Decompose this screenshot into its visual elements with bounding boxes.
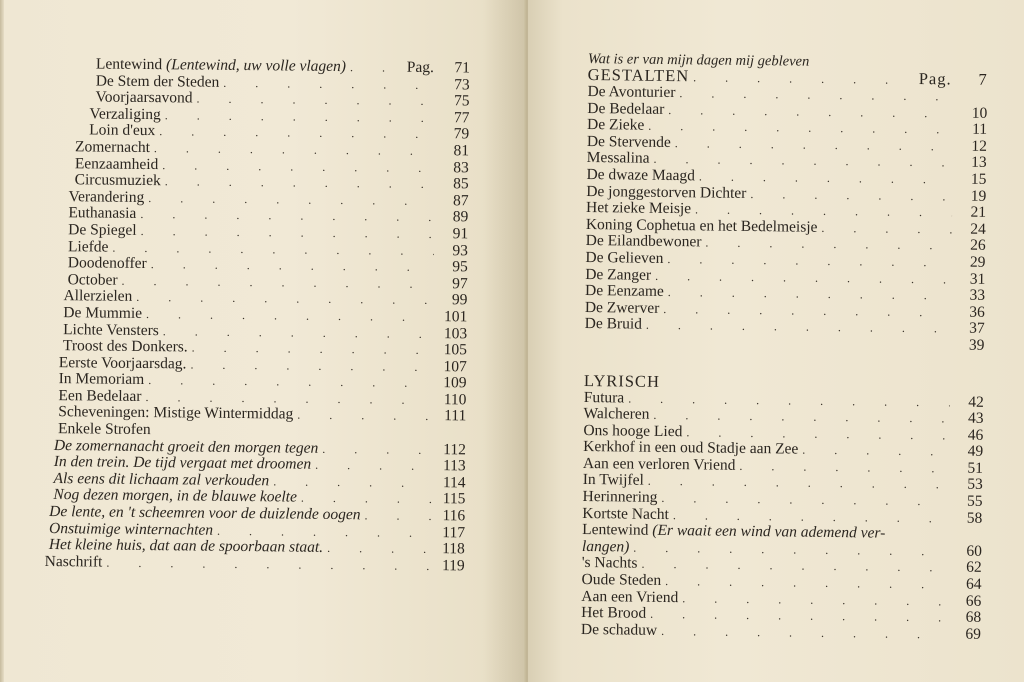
leader-dots: [661, 623, 947, 643]
page-number: 13: [971, 154, 987, 172]
entry-title-text: In Memoriam: [58, 370, 145, 389]
page-number: 83: [453, 158, 469, 176]
page-number: 10: [971, 104, 988, 122]
entry-title-text: Naschrift: [44, 552, 103, 571]
entry-title-text: Het zieke Meisje: [585, 199, 692, 218]
toc-entry: [45, 554, 465, 575]
entry-title-text: De dwaze Maagd: [586, 165, 696, 185]
page-number: 33: [969, 286, 986, 304]
page-number: 112: [443, 440, 466, 459]
entry-title: [584, 389, 625, 406]
entry-title-text: De Stervende: [586, 132, 671, 151]
page-number: 85: [453, 175, 469, 193]
page-number: 21: [970, 203, 987, 222]
entry-title-text: Lichte Vensters: [63, 320, 159, 339]
page-number: 37: [969, 319, 985, 338]
page-number: 103: [443, 324, 468, 342]
page-number: 51: [967, 459, 984, 477]
section-title: GESTALTEN: [587, 64, 690, 86]
entry-title-text: October: [67, 270, 118, 289]
entry-title-text: De Zieke: [587, 116, 645, 134]
entry-title-text: Voorjaarsavond: [95, 88, 193, 107]
entry-title-text: Kortste Nacht: [582, 504, 669, 523]
entry-title: [587, 117, 644, 134]
leader-dots: [364, 507, 431, 524]
page-number: 42: [968, 393, 984, 411]
entry-title-text: Circusmuziek: [74, 171, 161, 190]
page-number: 19: [970, 187, 987, 205]
page-number: 73: [454, 75, 470, 93]
page-number: 89: [452, 208, 469, 226]
page-number: 117: [442, 523, 466, 541]
entry-title-text: 's Nachts: [581, 554, 638, 573]
entry-title-text: Verandering: [68, 187, 145, 206]
page-number: 99: [451, 291, 468, 309]
page-number: 87: [452, 191, 469, 210]
page-number: 29: [969, 253, 986, 271]
entry-title-text: De lente, en 't scheemren voor de duizlende oogen: [49, 503, 361, 524]
right-table-of-contents: [581, 52, 988, 643]
entry-title-text: De Stem der Steden: [95, 72, 220, 91]
page-number: 77: [453, 109, 470, 127]
page-number: 31: [969, 270, 986, 288]
epigraph: Wat is er van mijn dagen mij gebleven: [587, 51, 810, 70]
entry-title-text: Liefde: [67, 237, 109, 256]
entry-title-text: De jonggestorven Dichter: [586, 182, 747, 202]
entry-title-text: Eenzaamheid: [74, 154, 159, 173]
entry-title-text: Het Brood: [581, 604, 647, 622]
entry-title-text: De schaduw: [580, 620, 658, 639]
entry-title: [585, 316, 642, 333]
entry-title-text: De Mummie: [63, 304, 143, 322]
page-number: 64: [965, 575, 982, 593]
entry-title: [581, 622, 657, 640]
entry-title-text: Messalina: [586, 149, 650, 168]
entry-title-text: Walcheren: [583, 405, 650, 423]
page-number: 15: [970, 170, 987, 188]
page-number: 46: [967, 426, 984, 444]
entry-title-text: Nog dezen morgen, in de blauwe koelte: [53, 486, 297, 507]
page-number: 39: [968, 336, 985, 354]
page-number: 114: [442, 473, 466, 492]
pag-label: Pag.: [918, 69, 952, 89]
entry-title-text: Zomernacht: [74, 138, 151, 157]
entry-subtitle: langen): [581, 537, 630, 556]
pag-label: Pag.: [406, 58, 434, 77]
page-number: 91: [452, 225, 469, 243]
leader-dots: [821, 220, 952, 238]
entry-title: [89, 123, 155, 140]
entry-title: [582, 555, 638, 572]
page-number: 115: [442, 490, 466, 508]
entry-title-text: In den trein. De tijd vergaat met droomen: [53, 453, 312, 474]
page-number: 58: [966, 509, 983, 527]
page-number: 118: [442, 540, 465, 558]
page-number: 110: [443, 391, 467, 409]
page-number: 69: [965, 625, 982, 643]
page-number: 95: [452, 258, 468, 276]
entry-title-text: Aan een Vriend: [581, 587, 679, 606]
entry-title-text: De Bruid: [584, 315, 643, 333]
entry-title-text: Onstuimige winternachten: [48, 519, 214, 539]
page-number: 107: [443, 357, 467, 376]
fold-shadow: [480, 0, 530, 682]
entry-title-text: Loin d'eux: [89, 121, 156, 140]
entry-title-text: Scheveningen: Mistige Wintermiddag: [58, 403, 294, 424]
page-number: 75: [453, 92, 470, 110]
entry-title-text: De Avonturier: [587, 82, 676, 102]
left-table-of-contents: [45, 56, 470, 575]
entry-title-text: Kerkhof in een oud Stadje aan Zee: [583, 438, 799, 458]
entry-title: [68, 272, 118, 289]
entry-title-text: De Spiegel: [68, 221, 137, 239]
section-heading-lyrisch: LYRISCH: [583, 370, 661, 391]
entry-title-text: De Zanger: [585, 265, 652, 284]
page-number: 53: [967, 476, 983, 494]
page-number: 11: [972, 120, 988, 139]
entry-title: [68, 239, 109, 256]
entry-title-text: Verzaliging: [89, 105, 161, 123]
entry-title-text: Koning Cophetua en het Bedelmeisje: [585, 215, 818, 236]
page-number: 68: [965, 608, 982, 627]
entry-title-text: Herinnering: [582, 488, 658, 506]
leader-dots: [315, 457, 432, 475]
entry-title-text: De zomernanacht groeit den morgen tegen: [53, 436, 319, 457]
page-number: 49: [967, 442, 984, 461]
page-number: 79: [453, 125, 470, 143]
entry-title-text: De Eenzame: [584, 282, 664, 301]
page-number: 66: [965, 592, 982, 610]
entry-title-text: Eerste Voorjaarsdag.: [58, 353, 187, 373]
page-number: 119: [441, 556, 465, 575]
leader-dots: [350, 59, 403, 76]
leader-dots: [155, 434, 432, 437]
page-number: 7: [978, 69, 988, 89]
entry-title-text: Allerzielen: [63, 287, 133, 306]
page-number: 81: [453, 142, 470, 160]
page-number: 105: [443, 341, 468, 359]
leader-dots: [297, 407, 432, 425]
page-edge: [0, 0, 4, 682]
entry-title-text: In Twijfel: [582, 471, 644, 490]
entry-title-text: De Bedelaar: [587, 99, 665, 118]
page-number: 62: [966, 559, 982, 577]
entry-title-text: Een Bedelaar: [58, 386, 142, 405]
entry-title-text: De Zwerver: [584, 298, 660, 317]
entry-title-text: De Eilandbewoner: [585, 232, 702, 251]
entry-title-text: Futura: [583, 388, 625, 406]
page-number: 111: [444, 407, 467, 425]
page-number: 60: [966, 542, 983, 560]
entry-title-text: Enkele Strofen: [58, 420, 151, 439]
page-number: 93: [452, 241, 469, 259]
entry-title-text: Aan een verloren Vriend: [582, 454, 736, 474]
page-number: 109: [443, 374, 467, 392]
page-number: 101: [443, 308, 468, 326]
page-number: 24: [970, 220, 986, 238]
entry-title-text: Ons hooge Lied: [583, 421, 683, 440]
entry-subtitle: (Lentewind, uw volle vlagen): [165, 56, 347, 76]
page-number: 43: [967, 409, 984, 427]
entry-title-text: Lentewind: [582, 521, 649, 540]
entry-title: [45, 554, 103, 571]
page-number: 36: [969, 303, 985, 321]
entry-title-text: Doodenoffer: [67, 254, 147, 273]
page-number: 12: [971, 137, 987, 155]
page-number: 55: [966, 492, 983, 510]
leader-dots: [322, 441, 432, 459]
entry-subtitle: (Er waait een wind van ademend ver-: [652, 522, 886, 542]
entry-title-text: Lentewind: [95, 55, 163, 74]
page-number: 26: [970, 237, 986, 255]
entry-title-text: De Gelieven: [585, 248, 664, 267]
entry-title-text: Euthanasia: [68, 204, 137, 223]
entry-title-text: Oude Steden: [581, 570, 662, 589]
page-number: 97: [452, 274, 468, 293]
page-number: 71: [454, 59, 470, 77]
page-number: 113: [442, 457, 466, 475]
leader-dots: [802, 442, 949, 460]
page-number: 116: [442, 507, 466, 525]
entry-title-text: Troost des Donkers.: [62, 337, 188, 356]
entry-title-text: Het kleine huis, dat aan de spoorbaan staat.: [48, 536, 324, 557]
leader-dots: [327, 540, 431, 558]
entry-title-text: Als eens dit lichaam zal verkouden: [53, 469, 270, 490]
leader-dots: [106, 554, 430, 574]
